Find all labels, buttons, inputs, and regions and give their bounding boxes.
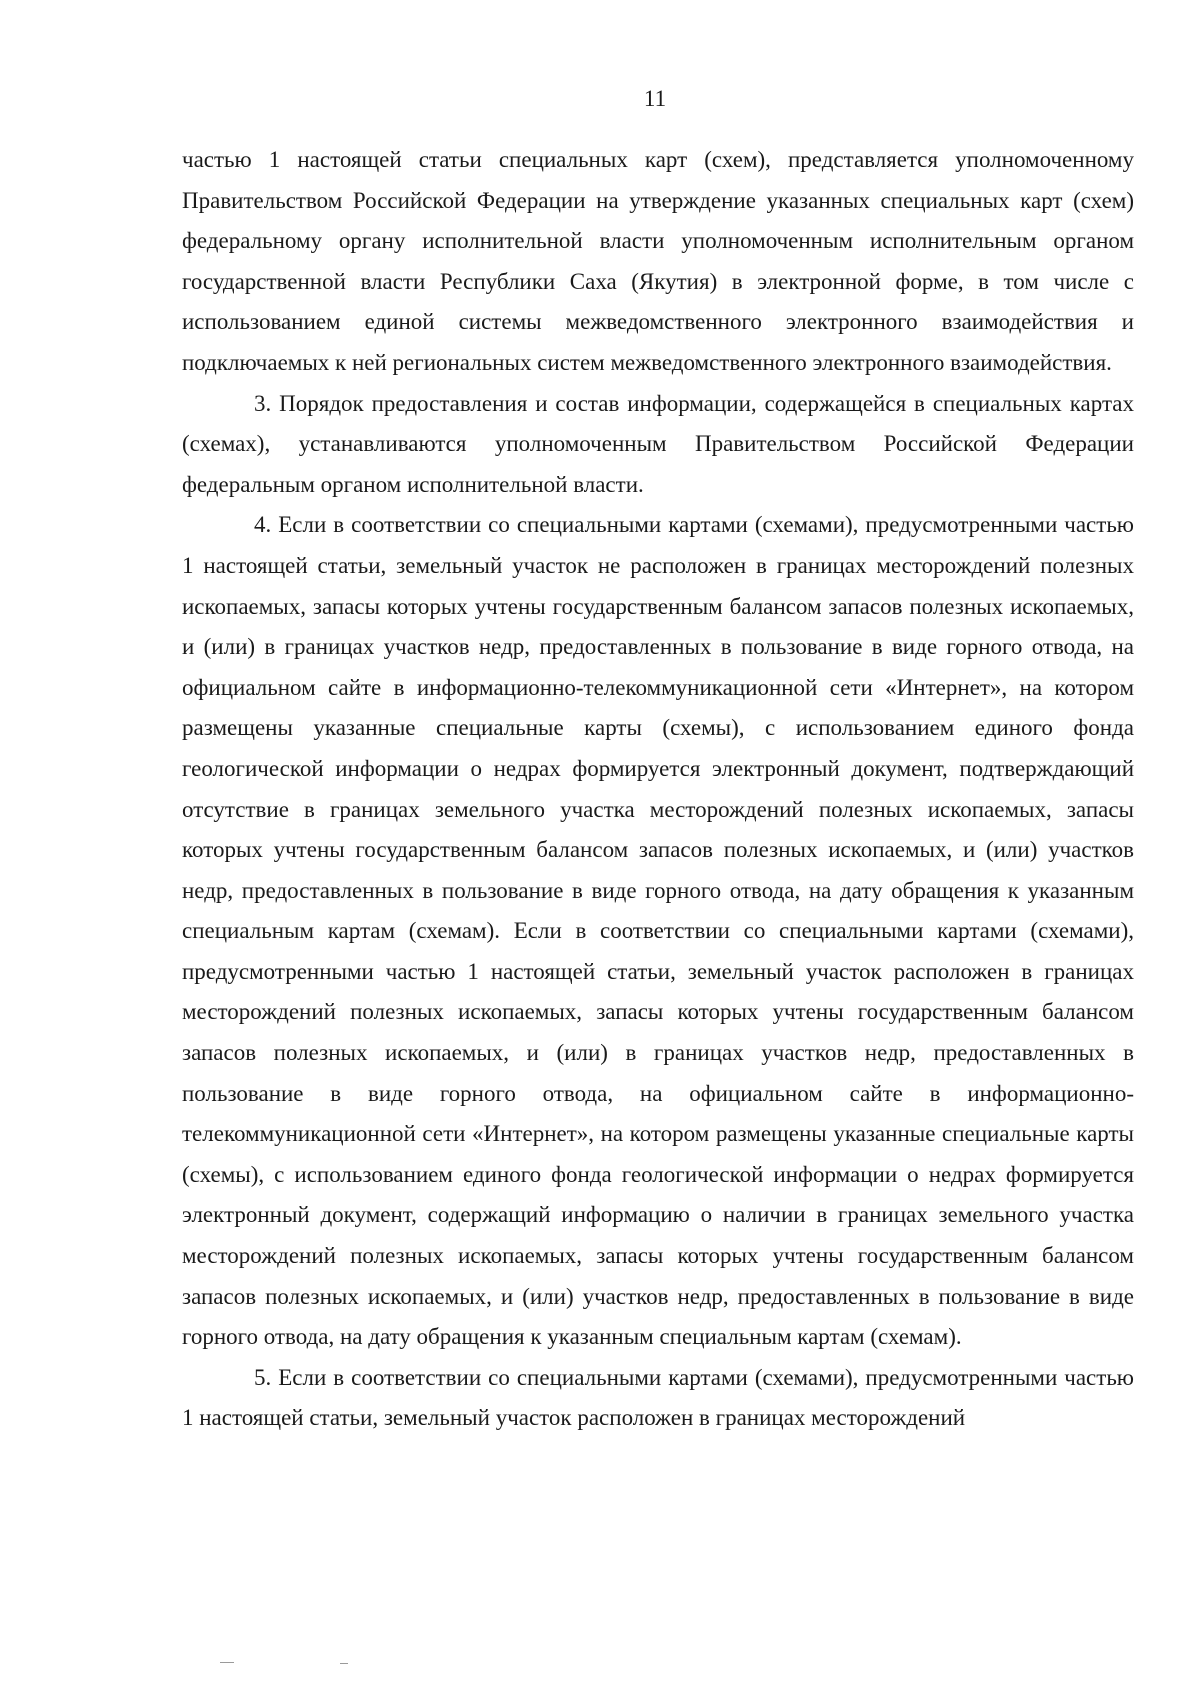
document-body (182, 140, 1134, 1439)
paragraph-continuation: частью 1 настоящей статьи специальных карт (схем), представляется уполномоченному Правительством Российской Федерации на утверждение указанных специальных карт (схем) федеральному органу исполнительной власти уполномоченным исполнительным органом государственной власти Республики Саха (Якутия) в электронной форме, в том числе с использованием единой системы межведомственного электронного взаимодействия и подключаемых к ней региональных систем межведомственного электронного взаимодействия. (182, 147, 1134, 375)
scan-artifact-mark (340, 1663, 348, 1664)
paragraph-item-5: 5. Если в соответствии со специальными картами (схемами), предусмотренными частью 1 настоящей статьи, земельный участок расположен в границах месторождений (182, 1364, 1134, 1431)
paragraph-item-3: 3. Порядок предоставления и состав информации, содержащейся в специальных картах (схемах), устанавливаются уполномоченным Правительством Российской Федерации федеральным органом исполнительной власти. (182, 390, 1134, 497)
page-number: 11 (643, 86, 667, 111)
scan-artifact-mark (220, 1662, 234, 1663)
paragraph-item-4: 4. Если в соответствии со специальными картами (схемами), предусмотренными частью 1 настоящей статьи, земельный участок не расположен в границах месторождений полезных ископаемых, запасы которых учтены государственным балансом запасов полезных ископаемых, и (или) в границах участков недр, предоставленных в пользование в виде горного отвода, на официальном сайте в информационно-телекоммуникационной сети «Интернет», на котором размещены указанные специальные карты (схемы), с использованием единого фонда геологической информации о недрах формируется электронный документ, подтверждающий отсутствие в границах земельного участка месторождений полезных ископаемых, запасы которых учтены государственным балансом запасов полезных ископаемых, и (или) участков недр, предоставленных в пользование в виде горного отвода, на дату обращения к указанным специальным картам (схемам). Если в соответствии со специальными картами (схемами), предусмотренными частью 1 настоящей статьи, земельный участок расположен в границах месторождений полезных ископаемых, запасы которых учтены государственным балансом запасов полезных ископаемых, и (или) в границах участков недр, предоставленных в пользование в виде горного отвода, на официальном сайте в информационно-телекоммуникационной сети «Интернет», на котором размещены указанные специальные карты (схемы), с использованием единого фонда геологической информации о недрах формируется электронный документ, содержащий информацию о наличии в границах земельного участка месторождений полезных ископаемых, запасы которых учтены государственным балансом запасов полезных ископаемых, и (или) участков недр, предоставленных в пользование в виде горного отвода, на дату обращения к указанным специальным картам (схемам). (182, 512, 1134, 1350)
